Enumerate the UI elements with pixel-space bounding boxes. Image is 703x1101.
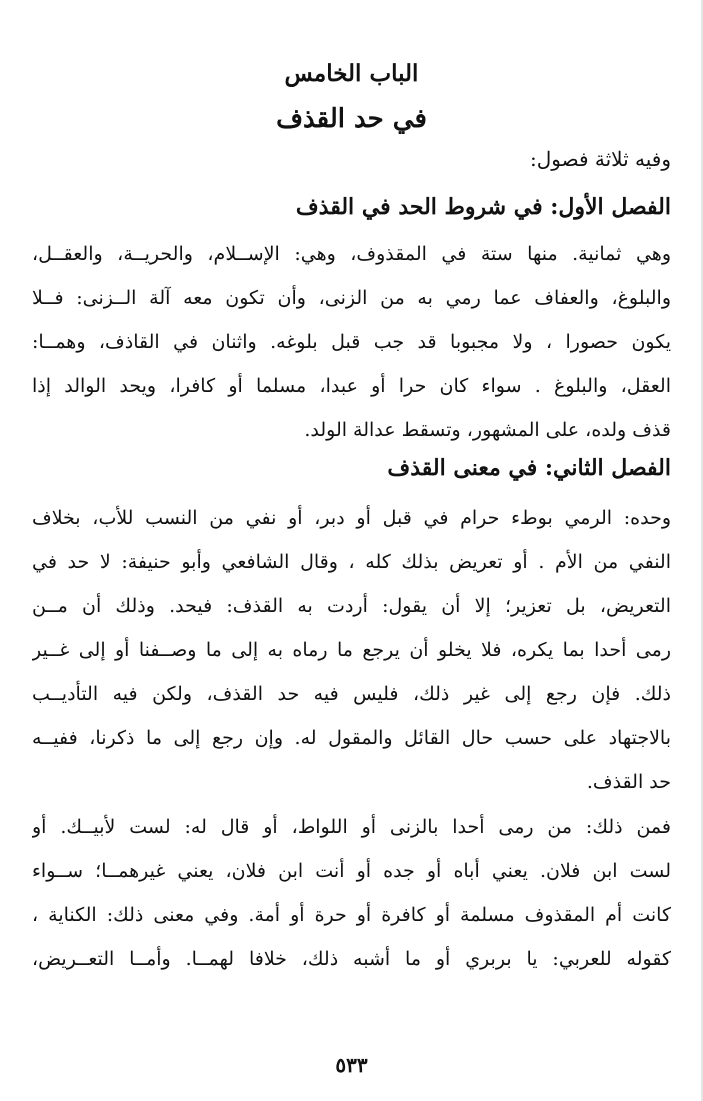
section-2-body xyxy=(32,496,671,804)
text-line: وحده: الرمي بوطء حرام في قبل أو دبر، أو نفي من النسب للأب، بخلاف xyxy=(32,507,671,529)
text-line: قذف ولده، على المشهور، وتسقط عدالة الولد. xyxy=(304,419,671,441)
chapter-intro: وفيه ثلاثة فصول: xyxy=(530,147,671,171)
text-line: كقوله للعربي: يا بربري أو ما أشبه ذلك، خلافا لهمــا. وأمــا التعــريض، xyxy=(32,948,671,970)
text-line: ذلك. فإن رجع إلى غير ذلك، فليس فيه حد القذف، ولكن فيه التأديــب xyxy=(32,683,671,705)
section-3-body xyxy=(32,805,671,981)
text-line: وهي ثمانية. منها ستة في المقذوف، وهي: الإســلام، والحريــة، والعقــل، xyxy=(32,243,671,265)
text-line: بالاجتهاد على حسب حال القائل والمقول له. وإن رجع إلى ما ذكرنا، ففيــه xyxy=(32,727,671,749)
page-number: ٥٣٣ xyxy=(335,1053,368,1077)
text-line: رمى أحدا بما يكره، فلا يخلو أن يرجع ما رماه به إلى ما وصــفنا أو إلى غــير xyxy=(32,639,671,661)
text-line: حد القذف. xyxy=(586,771,671,793)
text-line: كانت أم المقذوف مسلمة أو كافرة أو حرة أو أمة. وفي معنى ذلك: الكناية ، xyxy=(32,904,671,926)
text-line: لست ابن فلان. يعني أباه أو جده أو أنت ابن فلان، يعني غيرهمــا؛ ســواء xyxy=(32,860,671,882)
section-2-title: الفصل الثاني: في معنى القذف xyxy=(387,455,671,481)
section-1-body xyxy=(32,232,671,452)
chapter-subject: في حد القذف xyxy=(276,104,427,134)
text-line: التعريض، بل تعزير؛ إلا أن يقول: أردت به القذف: فيحد. وذلك أن مــن xyxy=(32,595,671,617)
page-content xyxy=(32,0,671,1101)
text-line: يكون حصورا ، ولا مجبوبا قد جب قبل بلوغه. واثنان في القاذف، وهمــا: xyxy=(32,331,671,353)
text-line: والبلوغ، والعفاف عما رمي به من الزنى، وأن تكون معه آلة الــزنى: فــلا xyxy=(32,287,671,309)
text-line: النفي من الأم . أو تعريض بذلك كله ، وقال الشافعي وأبو حنيفة: لا حد في xyxy=(32,551,671,573)
chapter-heading: الباب الخامس xyxy=(284,60,419,87)
text-line: فمن ذلك: من رمى أحدا بالزنى أو اللواط، أو قال له: لست لأبيــك. أو xyxy=(32,816,671,838)
section-1-title: الفصل الأول: في شروط الحد في القذف xyxy=(295,194,671,220)
text-line: العقل، والبلوغ . سواء كان حرا أو عبدا، مسلما أو كافرا، ويحد الوالد إذا xyxy=(32,375,671,397)
